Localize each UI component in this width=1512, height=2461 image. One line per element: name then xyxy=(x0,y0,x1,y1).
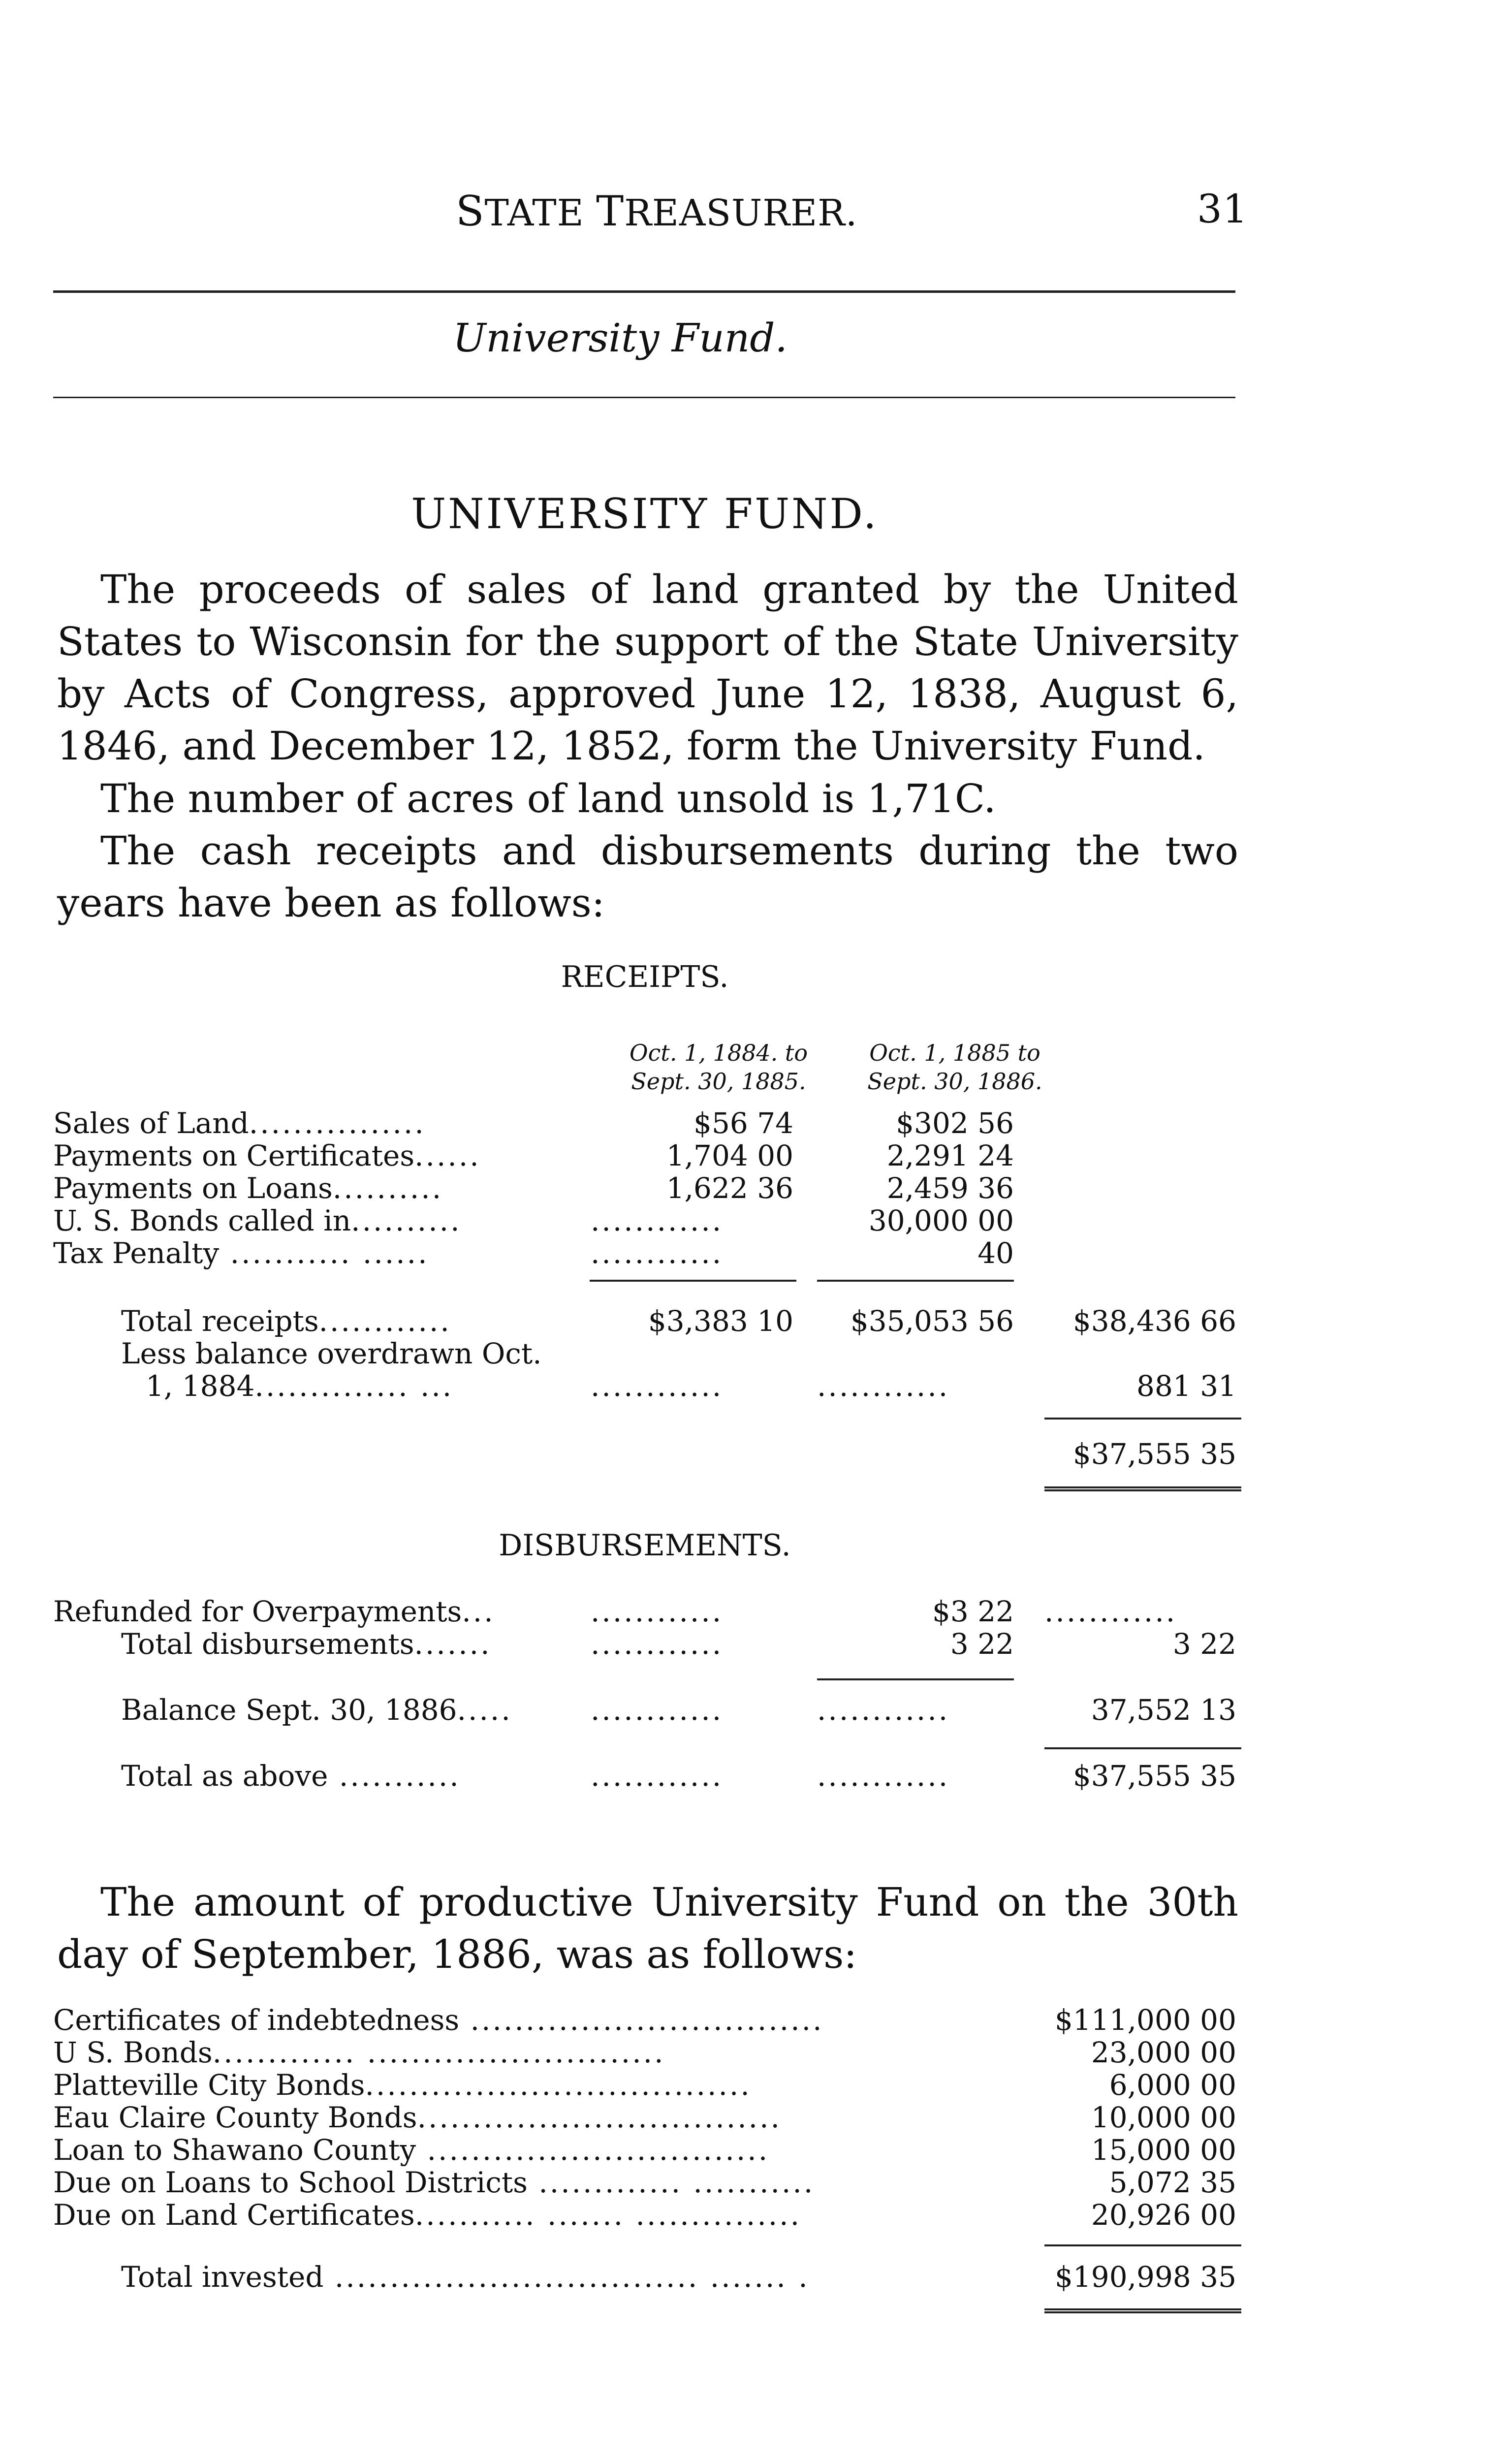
investment-label: Due on Loans to School Districts xyxy=(53,2166,528,2199)
investment-label: U S. Bonds xyxy=(53,2036,213,2069)
total-invested-label xyxy=(121,2260,810,2294)
col1-header-line2: Sept. 30, 1885. xyxy=(631,1068,806,1095)
investment-row-value: 10,000 00 xyxy=(1091,2101,1236,2134)
investment-row-value: 23,000 00 xyxy=(1091,2036,1236,2069)
receipt-row-label xyxy=(53,1139,481,1172)
receipt-label: Sales of Land xyxy=(53,1106,249,1140)
running-title xyxy=(456,187,857,235)
running-title-initial-1: S xyxy=(456,187,485,235)
receipts-title: RECEIPTS. xyxy=(561,960,729,994)
leader-dots: ............. ........... xyxy=(527,2166,815,2199)
leader-dots: ............ xyxy=(591,1236,724,1270)
investment-row-label xyxy=(53,2198,801,2232)
receipt-row-label xyxy=(53,1171,443,1205)
less-balance-label-line1: Less balance overdrawn Oct. xyxy=(121,1337,542,1370)
balance-c3: 37,552 13 xyxy=(1091,1693,1236,1727)
investment-row-label xyxy=(53,2101,782,2134)
less-balance-label-line2 xyxy=(146,1369,453,1403)
disbursement-rule xyxy=(817,1678,1014,1680)
total-as-above-text: Total as above xyxy=(121,1759,328,1793)
leader-dots: ............ xyxy=(817,1693,950,1727)
investment-row-value: 15,000 00 xyxy=(1091,2133,1236,2167)
col2-header-line1: Oct. 1, 1885 to xyxy=(869,1040,1040,1066)
total-disbursements-c2: 3 22 xyxy=(950,1627,1014,1661)
receipt-row-c1: $56 74 xyxy=(693,1106,793,1140)
leader-dots: ................................... xyxy=(365,2068,752,2102)
running-title-part-2: REASURER. xyxy=(624,192,858,234)
intro-paragraph xyxy=(57,564,1238,772)
total-disbursements-label xyxy=(121,1627,492,1661)
leader-dots: ............ xyxy=(591,1693,724,1727)
leader-dots: ............ xyxy=(318,1304,451,1338)
investment-row-label xyxy=(53,2003,824,2037)
total-disbursements-text: Total disbursements xyxy=(121,1627,414,1661)
page-number: 31 xyxy=(1197,186,1248,232)
receipts-col2-header xyxy=(847,1039,1063,1096)
leader-dots: ..... xyxy=(457,1693,512,1727)
refunded-c2: $3 22 xyxy=(932,1595,1014,1628)
leader-dots: ............ xyxy=(591,1595,724,1628)
total-invested-text: Total invested xyxy=(121,2260,324,2294)
investment-row-value: $111,000 00 xyxy=(1055,2003,1236,2037)
investment-rule xyxy=(1044,2244,1241,2246)
leader-dots: ............ xyxy=(817,1369,950,1403)
balance-rule xyxy=(1044,1747,1241,1749)
disbursements-title: DISBURSEMENTS. xyxy=(499,1528,791,1563)
total-receipts-c3: $38,436 66 xyxy=(1072,1304,1236,1338)
receipt-row-label xyxy=(53,1106,426,1140)
total-receipts-text: Total receipts xyxy=(121,1304,319,1338)
net-rule xyxy=(1044,1418,1241,1420)
refunded-text: Refunded for Overpayments xyxy=(53,1595,462,1628)
acres-paragraph-text: The number of acres of land unsold is 1,71C. xyxy=(100,776,996,821)
balance-label xyxy=(121,1693,512,1727)
subtotal-rule-c1 xyxy=(590,1280,796,1282)
subtotal-rule-c2 xyxy=(817,1280,1014,1282)
receipt-row-c2: 2,291 24 xyxy=(886,1139,1014,1172)
investment-label: Platteville City Bonds xyxy=(53,2068,365,2102)
running-title-initial-2: T xyxy=(596,187,625,235)
investment-label: Due on Land Certificates xyxy=(53,2198,415,2232)
receipt-row-label xyxy=(53,1236,429,1270)
leader-dots: .......... xyxy=(351,1204,462,1237)
total-receipts-c1: $3,383 10 xyxy=(648,1304,793,1338)
total-as-above-c3: $37,555 35 xyxy=(1072,1759,1236,1793)
section-title: University Fund. xyxy=(453,315,788,361)
investment-row-value: 20,926 00 xyxy=(1091,2198,1236,2232)
net-double-rule xyxy=(1044,1486,1241,1491)
cash-paragraph xyxy=(57,825,1238,929)
leader-dots: ............................... xyxy=(416,2133,770,2167)
total-invested-value: $190,998 35 xyxy=(1055,2260,1236,2294)
leader-dots: ............ xyxy=(591,1627,724,1661)
header-rule-top xyxy=(53,290,1235,293)
less-balance-date: 1, 1884 xyxy=(146,1369,255,1403)
receipt-row-c2: 30,000 00 xyxy=(868,1204,1014,1237)
leader-dots: ................................ xyxy=(459,2003,824,2037)
refunded-label xyxy=(53,1595,495,1628)
leader-dots: ............ xyxy=(1044,1595,1177,1628)
leader-dots: ........... xyxy=(328,1759,461,1793)
receipt-row-c1: 1,704 00 xyxy=(666,1139,793,1172)
total-receipts-label xyxy=(121,1304,451,1338)
leader-dots: ............ xyxy=(817,1759,950,1793)
receipt-label: U. S. Bonds called in xyxy=(53,1204,351,1237)
acres-paragraph xyxy=(57,773,1238,825)
page-heading: UNIVERSITY FUND. xyxy=(411,490,879,538)
receipt-row-c2: $302 56 xyxy=(896,1106,1014,1140)
investment-label: Eau Claire County Bonds xyxy=(53,2101,417,2134)
receipt-row-label xyxy=(53,1204,462,1237)
leader-dots: .............. ... xyxy=(254,1369,454,1403)
leader-dots: ................................. xyxy=(417,2101,782,2134)
leader-dots: ............ xyxy=(591,1369,724,1403)
investment-label: Loan to Shawano County xyxy=(53,2133,416,2167)
investment-label: Certificates of indebtedness xyxy=(53,2003,460,2037)
investment-row-label xyxy=(53,2166,815,2199)
investment-row-value: 5,072 35 xyxy=(1109,2166,1236,2199)
col1-header-line1: Oct. 1, 1884. to xyxy=(629,1040,808,1066)
investment-row-value: 6,000 00 xyxy=(1109,2068,1236,2102)
intro-paragraph-text: The proceeds of sales of land granted by the United States to Wisconsin for the support of the State University by Acts of Congress, approved June 12, 1838, August 6, 1846, and December 12, 1852, form the University Fund. xyxy=(57,567,1238,769)
header-rule-bottom xyxy=(53,397,1235,398)
productive-paragraph xyxy=(57,1876,1238,1981)
total-invested-double-rule xyxy=(1044,2308,1241,2313)
receipt-label: Tax Penalty xyxy=(53,1236,220,1270)
leader-dots: ... xyxy=(462,1595,495,1628)
cash-paragraph-text: The cash receipts and disbursements during the two years have been as follows: xyxy=(57,828,1238,926)
leader-dots: ....... xyxy=(414,1627,492,1661)
leader-dots: ........... ...... xyxy=(219,1236,429,1270)
running-title-part-1: TATE xyxy=(484,192,597,234)
investment-row-label xyxy=(53,2036,665,2069)
balance-text: Balance Sept. 30, 1886 xyxy=(121,1693,457,1727)
leader-dots: ................................. ....... . xyxy=(323,2260,810,2294)
less-balance-c3: 881 31 xyxy=(1136,1369,1236,1403)
leader-dots: .......... xyxy=(332,1171,443,1205)
receipts-col1-header xyxy=(610,1039,827,1096)
total-disbursements-c3: 3 22 xyxy=(1172,1627,1236,1661)
leader-dots: ........... ....... ............... xyxy=(414,2198,802,2232)
receipt-label: Payments on Certificates xyxy=(53,1139,415,1172)
leader-dots: ...... xyxy=(414,1139,481,1172)
leader-dots: ............. ........................... xyxy=(212,2036,665,2069)
leader-dots: ................ xyxy=(249,1106,426,1140)
productive-paragraph-text: The amount of productive University Fund on the 30th day of September, 1886, was as follows: xyxy=(57,1879,1238,1977)
receipt-row-c2: 2,459 36 xyxy=(886,1171,1014,1205)
leader-dots: ............ xyxy=(591,1759,724,1793)
leader-dots: ............ xyxy=(591,1204,724,1237)
receipt-row-c1: 1,622 36 xyxy=(666,1171,793,1205)
total-as-above-label xyxy=(121,1759,461,1793)
net-receipts-c3: $37,555 35 xyxy=(1072,1437,1236,1471)
investment-row-label xyxy=(53,2133,769,2167)
col2-header-line2: Sept. 30, 1886. xyxy=(867,1068,1042,1095)
total-receipts-c2: $35,053 56 xyxy=(850,1304,1014,1338)
receipt-row-c2: 40 xyxy=(977,1236,1014,1270)
receipt-label: Payments on Loans xyxy=(53,1171,333,1205)
investment-row-label xyxy=(53,2068,752,2102)
